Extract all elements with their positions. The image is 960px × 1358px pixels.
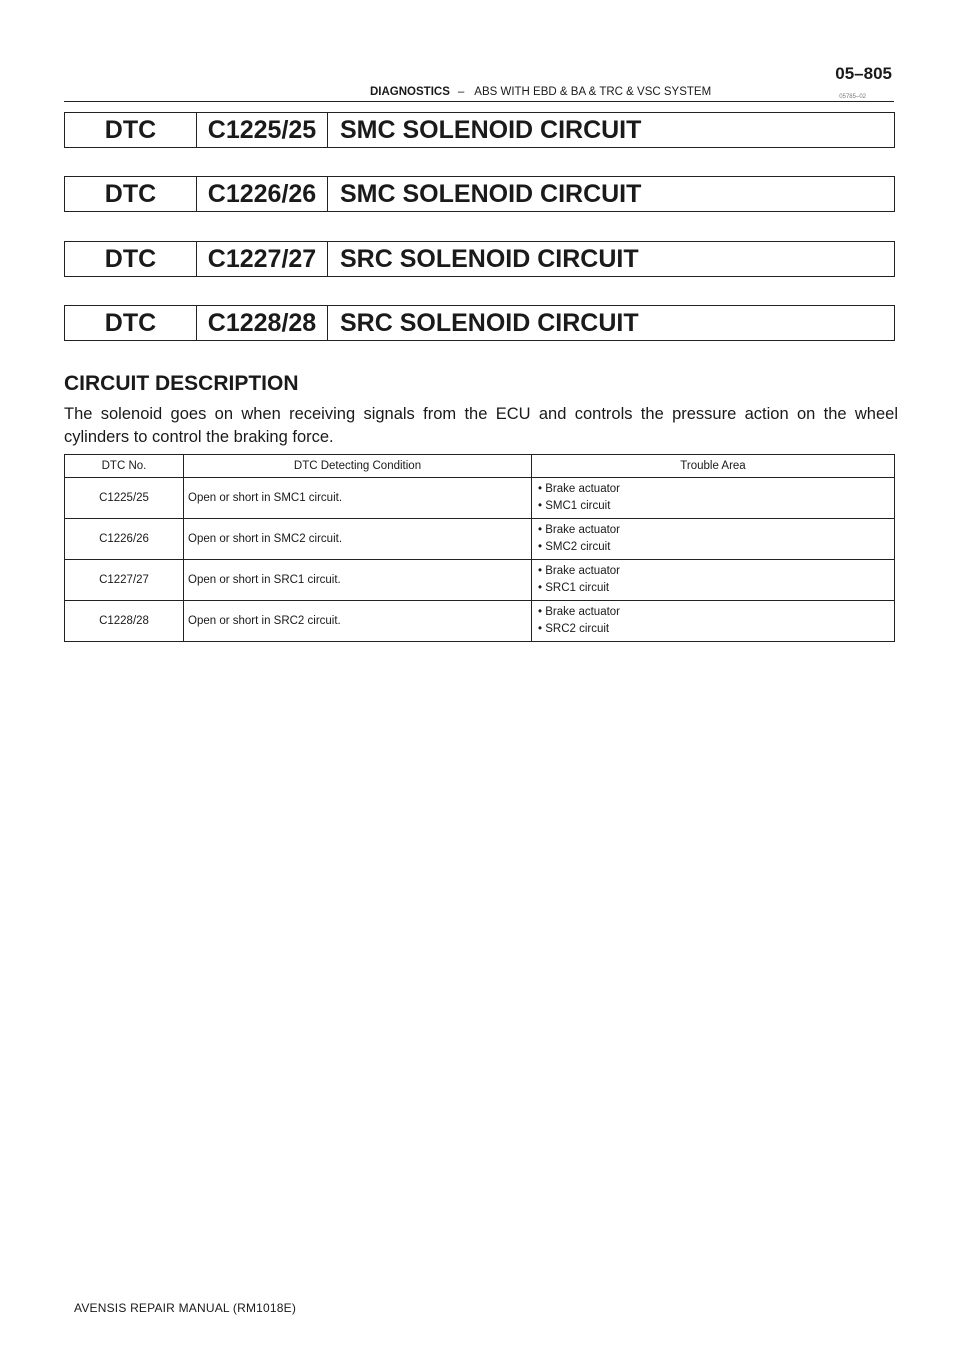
- cell-dtc-code: C1225/25: [65, 478, 184, 519]
- dtc-label: DTC: [65, 306, 197, 340]
- dtc-code: C1227/27: [197, 242, 328, 276]
- trouble-area-item: • SMC2 circuit: [538, 541, 611, 553]
- dtc-label: DTC: [65, 113, 197, 147]
- trouble-area-item: • Brake actuator: [538, 483, 621, 495]
- column-header-trouble-area: Trouble Area: [532, 455, 895, 478]
- dtc-code: C1225/25: [197, 113, 328, 147]
- page-number: 05–805: [835, 64, 892, 83]
- trouble-area-item: • SRC2 circuit: [538, 623, 610, 635]
- document-code: 05785–02: [839, 94, 866, 100]
- cell-condition: Open or short in SRC1 circuit.: [184, 560, 532, 601]
- column-header-dtc-no: DTC No.: [65, 455, 184, 478]
- dtc-label: DTC: [65, 242, 197, 276]
- circuit-description-text: The solenoid goes on when receiving signals from the ECU and controls the pressure action on the wheel cylinders to control the braking force.: [64, 405, 898, 446]
- table-row: [65, 601, 895, 642]
- cell-trouble-area: [532, 478, 895, 519]
- header-subsection: ABS WITH EBD & BA & TRC & VSC SYSTEM: [474, 86, 712, 98]
- dtc-title-box: [64, 176, 895, 212]
- cell-dtc-code: C1227/27: [65, 560, 184, 601]
- cell-condition: Open or short in SRC2 circuit.: [184, 601, 532, 642]
- header-section: DIAGNOSTICS: [370, 86, 450, 98]
- dtc-name: SRC SOLENOID CIRCUIT: [340, 244, 639, 273]
- cell-trouble-area: [532, 560, 895, 601]
- cell-dtc-code: C1228/28: [65, 601, 184, 642]
- table-header-row: [65, 455, 895, 478]
- dtc-title-box: [64, 241, 895, 277]
- table-row: [65, 519, 895, 560]
- column-header-condition: DTC Detecting Condition: [184, 455, 532, 478]
- dtc-name: SMC SOLENOID CIRCUIT: [340, 115, 642, 144]
- trouble-area-item: • Brake actuator: [538, 565, 621, 577]
- table-row: [65, 560, 895, 601]
- header-separator: –: [457, 86, 465, 98]
- cell-dtc-code: C1226/26: [65, 519, 184, 560]
- dtc-title-box: [64, 112, 895, 148]
- dtc-label: DTC: [65, 177, 197, 211]
- dtc-title-box: [64, 305, 895, 341]
- header-rule: [64, 101, 894, 102]
- cell-condition: Open or short in SMC2 circuit.: [184, 519, 532, 560]
- section-heading: CIRCUIT DESCRIPTION: [64, 372, 299, 395]
- trouble-area-item: • SMC1 circuit: [538, 500, 611, 512]
- page-footer: AVENSIS REPAIR MANUAL (RM1018E): [74, 1301, 297, 1315]
- table-row: [65, 478, 895, 519]
- trouble-area-item: • Brake actuator: [538, 524, 621, 536]
- dtc-name: SMC SOLENOID CIRCUIT: [340, 179, 642, 208]
- trouble-area-item: • SRC1 circuit: [538, 582, 610, 594]
- dtc-table: [64, 454, 895, 642]
- page-header: [64, 64, 894, 104]
- dtc-code: C1228/28: [197, 306, 328, 340]
- cell-trouble-area: [532, 519, 895, 560]
- cell-condition: Open or short in SMC1 circuit.: [184, 478, 532, 519]
- trouble-area-item: • Brake actuator: [538, 606, 621, 618]
- cell-trouble-area: [532, 601, 895, 642]
- dtc-code: C1226/26: [197, 177, 328, 211]
- header-title: [370, 86, 711, 98]
- dtc-name: SRC SOLENOID CIRCUIT: [340, 308, 639, 337]
